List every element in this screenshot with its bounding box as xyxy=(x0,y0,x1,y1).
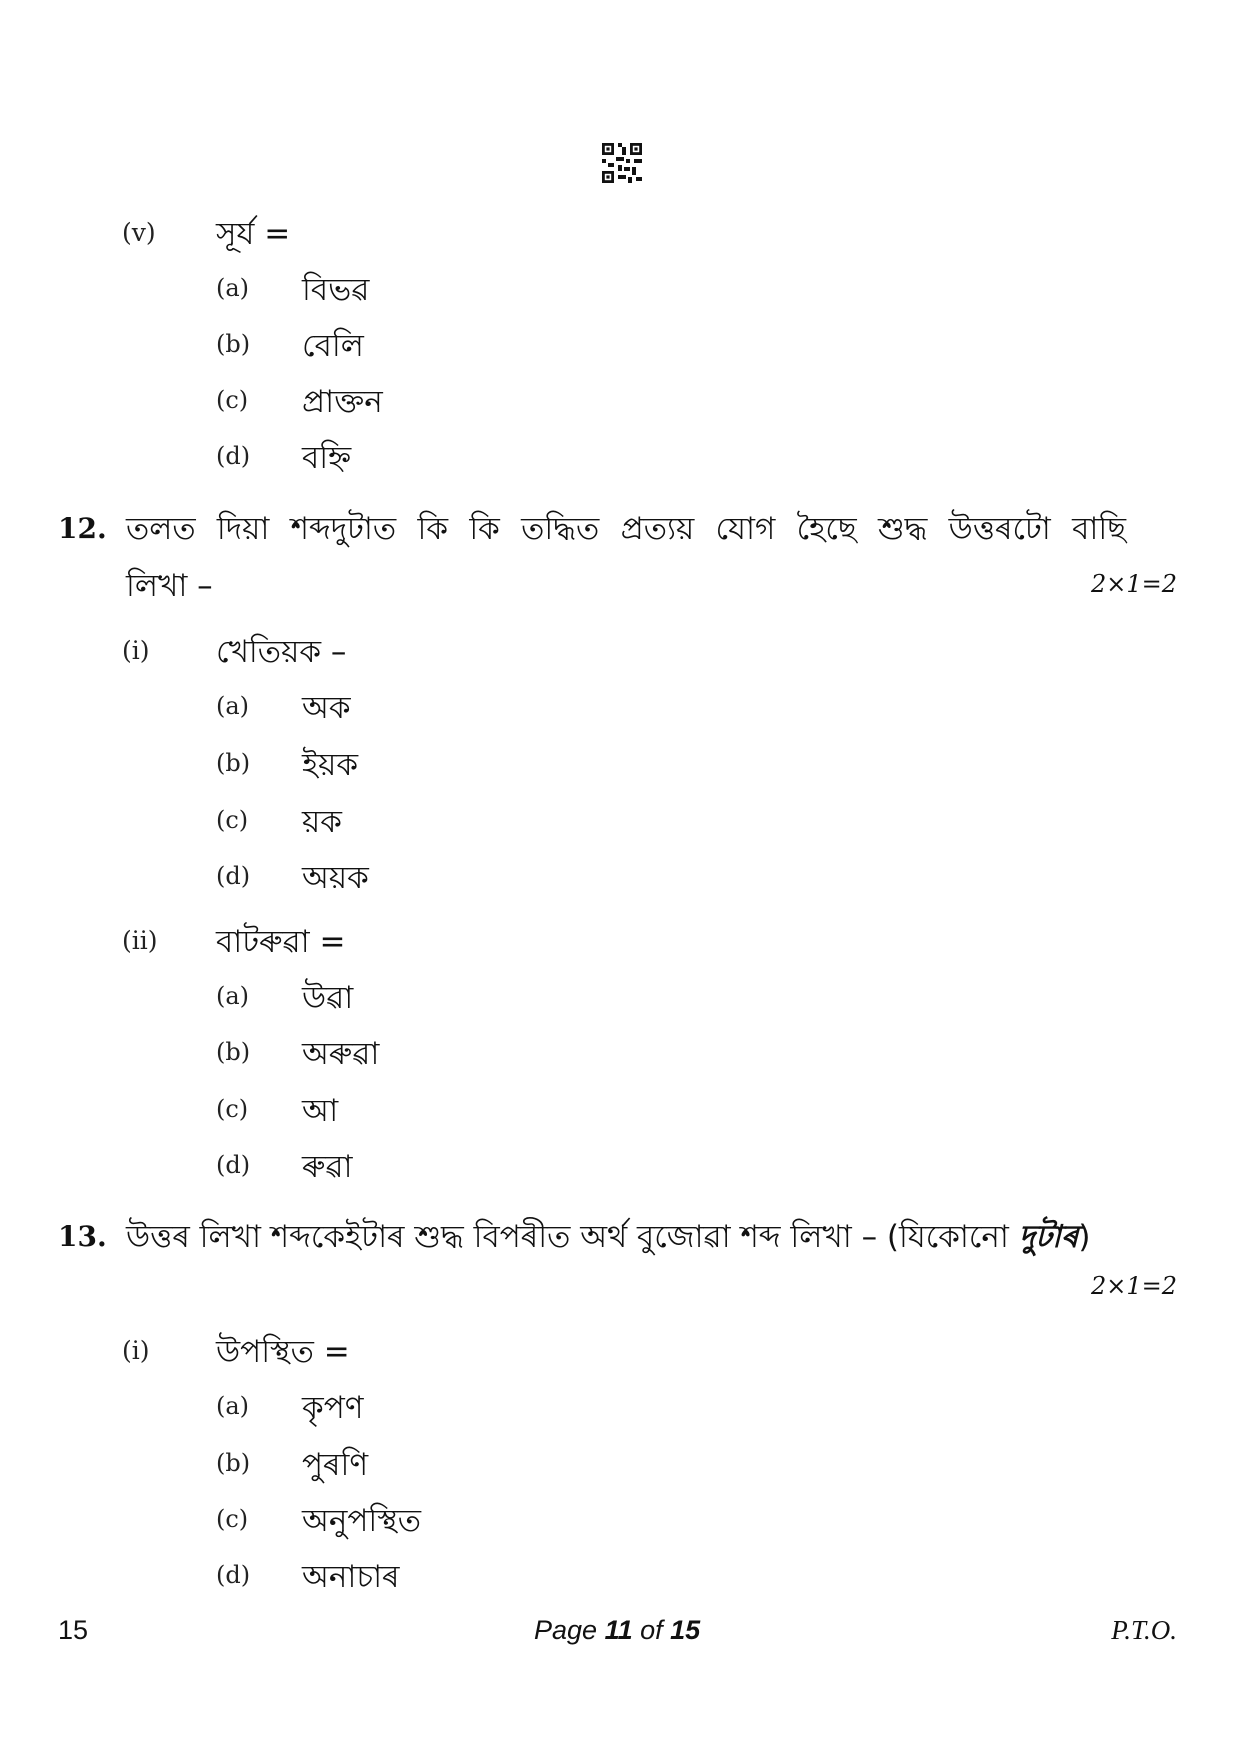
marks-allocation: 2×1=2 xyxy=(1090,570,1177,598)
item-label: (i) xyxy=(122,636,150,665)
question-text xyxy=(126,1213,1090,1265)
item-label: (v) xyxy=(122,218,156,247)
page-mid: of xyxy=(632,1615,671,1645)
question-number: 12. xyxy=(58,512,107,545)
question-text: তলত দিয়া শব্দদুটাত কি কি তদ্ধিত প্ৰত্যয় যোগ হৈছে শুদ্ধ উত্তৰটো বাছি xyxy=(126,511,1126,547)
option-label: (a) xyxy=(216,274,250,302)
option-label: (c) xyxy=(216,1095,249,1123)
item-label: (ii) xyxy=(122,926,158,955)
option-label: (a) xyxy=(216,982,250,1010)
paper-code: 15 xyxy=(58,1615,89,1645)
option-label: (c) xyxy=(216,806,249,834)
question-text-continuation: লিখা – xyxy=(126,568,213,604)
item-word: উপস্থিত = xyxy=(216,1334,350,1370)
question-number: 13. xyxy=(58,1220,107,1253)
option-label: (c) xyxy=(216,386,249,414)
option-label: (d) xyxy=(216,442,251,470)
option-text: উৱা xyxy=(302,980,354,1016)
option-text: অয়ক xyxy=(302,860,369,896)
option-text: বিভৱ xyxy=(302,272,370,308)
option-text: অনাচাৰ xyxy=(302,1559,400,1595)
option-label: (b) xyxy=(216,330,251,358)
option-label: (b) xyxy=(216,1449,251,1477)
option-label: (d) xyxy=(216,1151,251,1179)
option-text: প্ৰাক্তন xyxy=(302,384,383,420)
page-total: 15 xyxy=(670,1615,701,1645)
item-word: সূৰ্য = xyxy=(216,216,291,252)
question-text-main: উত্তৰ লিখা শব্দকেইটাৰ শুদ্ধ বিপৰীত অৰ্থ বুজোৱা শব্দ লিখা – (যিকোনো xyxy=(126,1219,1019,1255)
option-label: (d) xyxy=(216,1561,251,1589)
option-text: বহ্নি xyxy=(302,440,352,476)
option-label: (d) xyxy=(216,862,251,890)
option-text: অনুপস্থিত xyxy=(302,1503,422,1539)
marks-allocation: 2×1=2 xyxy=(1090,1272,1177,1300)
option-text: ইয়ক xyxy=(302,747,359,783)
page-current: 11 xyxy=(604,1615,633,1645)
option-label: (c) xyxy=(216,1505,249,1533)
qr-code-icon xyxy=(602,143,642,183)
option-label: (a) xyxy=(216,1392,250,1420)
page-prefix: Page xyxy=(534,1615,605,1645)
option-text: কৃপণ xyxy=(302,1390,364,1426)
page-number xyxy=(534,1615,700,1646)
option-label: (b) xyxy=(216,1038,251,1066)
question-text-emphasis: দুটাৰ xyxy=(1018,1219,1079,1255)
option-text: আ xyxy=(302,1093,339,1129)
option-text: ৰুৱা xyxy=(302,1149,353,1185)
option-text: পুৰণি xyxy=(302,1447,369,1483)
please-turn-over: P.T.O. xyxy=(1111,1615,1177,1645)
option-text: বেলি xyxy=(302,328,364,364)
option-text: অক xyxy=(302,690,351,726)
question-text-close: ) xyxy=(1078,1219,1091,1255)
item-word: বাটৰুৱা = xyxy=(216,924,346,960)
option-text: অৰুৱা xyxy=(302,1036,380,1072)
item-word: খেতিয়ক – xyxy=(216,634,347,670)
option-text: য়ক xyxy=(302,804,342,840)
option-label: (b) xyxy=(216,749,251,777)
option-label: (a) xyxy=(216,692,250,720)
item-label: (i) xyxy=(122,1336,150,1365)
